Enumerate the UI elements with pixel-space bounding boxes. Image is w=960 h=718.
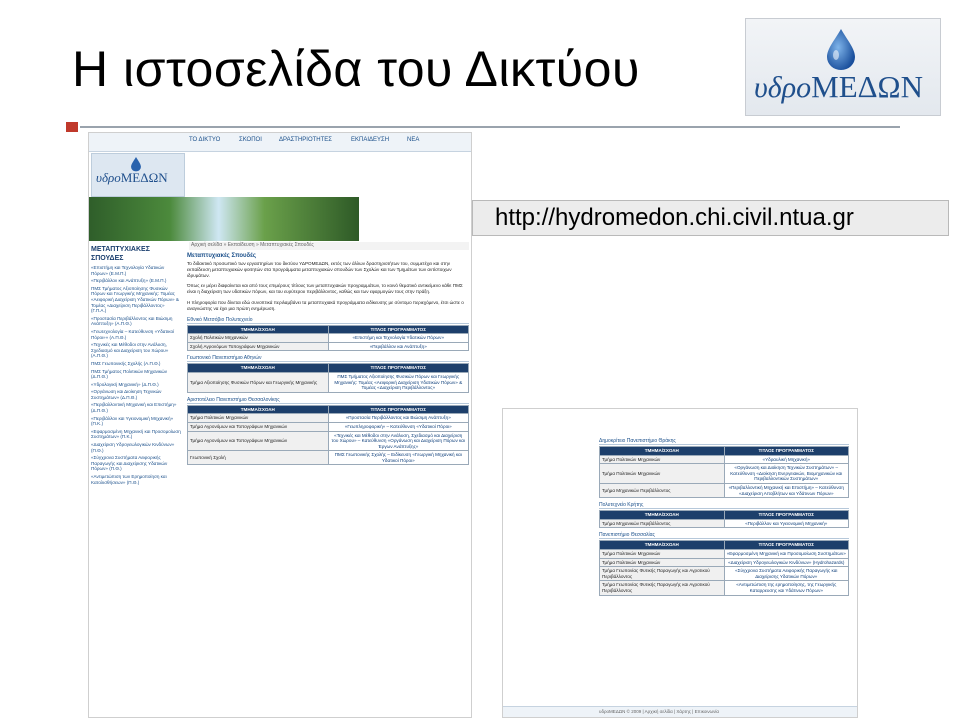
university-tables-continued [599, 435, 849, 600]
department-cell: Τμήμα Αγρονόμων και Τοπογράφων Μηχανικών [188, 422, 329, 431]
program-link[interactable]: «Περιβαλλοντική Μηχανική και Επιστήμη» – Κατεύθυνση «Διαχείριση Αποβλήτων και Υδάτινων Πόρων» [724, 483, 849, 497]
program-link[interactable]: «Περιβάλλον και Ανάπτυξη» [328, 342, 469, 351]
programs-table [187, 363, 469, 392]
table-row [600, 567, 849, 581]
column-header-department: ΤΜΗΜΑ/ΣΧΟΛΗ [188, 325, 329, 334]
table-header-row [188, 405, 469, 414]
programs-table [599, 540, 849, 595]
department-cell: Τμήμα Μηχανικών Περιβάλλοντος [600, 519, 725, 528]
programs-table [599, 446, 849, 498]
table-row [600, 581, 849, 595]
table-header-row [188, 325, 469, 334]
sidebar-item[interactable]: «Περιβάλλον και Υγειονομική Μηχανική» (Π.Κ.) [91, 415, 174, 427]
program-link[interactable]: «Αντιμετώπιση της ερημοποίησης, της Γεωργικής Καταρρευσης και Υδάτινων Πόρων» [724, 581, 849, 595]
sidebar-item[interactable]: ΠΜΣ Γεωπονικής Σχολής (Α.Π.Θ.) [91, 360, 161, 366]
programs-table [187, 325, 469, 352]
table-row [600, 519, 849, 528]
university-name: Δημοκρίτειο Πανεπιστήμιο Θράκης [599, 438, 849, 445]
program-link[interactable]: ΠΜΣ Τμήματος Αξιοποίησης Φυσικών Πόρων και Γεωργικής Μηχανικής: Τομέας «Αειφορική Διαχείριση Υδατικών Πόρων» & Τομέας «Διαχείριση Περιβάλλοντος» [328, 372, 469, 392]
university-name: Αριστοτέλειο Πανεπιστήμιο Θεσσαλονίκης [187, 397, 469, 404]
table-row [188, 431, 469, 451]
column-header-program: ΤΙΤΛΟΣ ΠΡΟΓΡΑΜΜΑΤΟΣ [328, 405, 469, 414]
table-row [600, 558, 849, 567]
logo-wordmark [754, 69, 923, 105]
intro-paragraph: Η πληροφορία που δίνεται εδώ συνοπτικά περιλαμβάνει τα μεταπτυχιακά προγράμματα ειδίκευσης με σύντομο περιεχόμενο, έτσι ώστε ο αναγνώστης να έχει μια πρώτη ενημέρωση. [187, 299, 464, 311]
column-header-department: ΤΜΗΜΑ/ΣΧΟΛΗ [188, 364, 329, 373]
column-header-program: ΤΙΤΛΟΣ ΠΡΟΓΡΑΜΜΑΤΟΣ [724, 447, 849, 456]
intro-paragraph: Το διδακτικό προσωπικό των εργαστηρίων του δικτύου ΥΔΡΟΜΕΔΩΝ, εκτός των άλλων δραστηριοτήτων του, συμμετέχει και στην εκπαίδευση μεταπτυχιακών φοιτητών στα προγράμματα μεταπτυχιακών σπουδών των Σχολών και των Τμημάτων των αντίστοιχων ιδρυμάτων. [187, 261, 452, 278]
water-drop-icon [824, 27, 858, 71]
department-cell: Σχολή Αγρονόμων Τοπογράφων Μηχανικών [188, 342, 329, 351]
nav-item-news[interactable]: ΝΕΑ [407, 137, 420, 143]
table-row [188, 422, 469, 431]
table-row [600, 549, 849, 558]
site-top-nav [89, 133, 471, 152]
column-header-department: ΤΜΗΜΑ/ΣΧΟΛΗ [600, 541, 725, 550]
logo-name: ΜΕΔΩΝ [811, 69, 923, 104]
column-header-department: ΤΜΗΜΑ/ΣΧΟΛΗ [188, 405, 329, 414]
sidebar-item[interactable]: «Περιβάλλον και Ανάπτυξη» (Ε.Μ.Π.) [91, 278, 167, 284]
sidebar-item[interactable]: «Τεχνικές και Μέθοδοι στην Ανάλυση, Σχεδιασμό και Διαχείριση του Χώρου» (Α.Π.Θ.) [91, 342, 169, 359]
column-header-program: ΤΙΤΛΟΣ ΠΡΟΓΡΑΜΜΑΤΟΣ [724, 541, 849, 550]
program-link[interactable]: «Τεχνικές και Μέθοδοι στην Ανάλυση, Σχεδιασμό και Διαχείριση του Χώρου» – Κατεύθυνση «Οργάνωση και Διαχείριση Πόρων και Έργων Ανάπτυξης» [328, 431, 469, 451]
column-header-program: ΤΙΤΛΟΣ ΠΡΟΓΡΑΜΜΑΤΟΣ [328, 364, 469, 373]
table-header-row [600, 447, 849, 456]
department-cell: Σχολή Πολιτικών Μηχανικών [188, 334, 329, 343]
department-cell: Τμήμα Πολιτικών Μηχανικών [600, 549, 725, 558]
section-title: Μεταπτυχιακές Σπουδές [187, 253, 257, 259]
sidebar-item[interactable]: «Οργάνωση και Διοίκηση Τεχνικών Συστημάτων» (Δ.Π.Θ.) [91, 389, 162, 400]
hydromedon-logo [745, 18, 941, 116]
nav-item-education[interactable]: ΕΚΠΑΙΔΕΥΣΗ [351, 137, 390, 143]
university-tables [187, 317, 469, 466]
site-logo[interactable] [91, 153, 185, 197]
program-link[interactable]: «Προστασία Περιβάλλοντος και Βιώσιμη Ανάπτυξη» [328, 414, 469, 423]
department-cell: Τμήμα Γεωπονίας Φυτικής Παραγωγής και Αγροτικού Περιβάλλοντος [600, 581, 725, 595]
table-row [600, 455, 849, 464]
website-screenshot-continued [502, 408, 858, 718]
sidebar-item[interactable]: ΠΜΣ Τμήματος Πολιτικών Μηχανικών (Δ.Π.Θ.) [91, 368, 168, 380]
table-row [600, 483, 849, 497]
site-logo-prefix: υδρο [96, 170, 121, 185]
sidebar-heading: ΜΕΤΑΠΤΥΧΙΑΚΕΣ ΣΠΟΥΔΕΣ [91, 246, 150, 262]
site-footer [503, 706, 857, 717]
column-header-program: ΤΙΤΛΟΣ ΠΡΟΓΡΑΜΜΑΤΟΣ [724, 511, 849, 520]
intro-paragraph: Όπως εν μέρει διαφαίνεται και από τους επιμέρους τίτλους των μεταπτυχιακών προγραμμάτων, το κοινό θεματικό αντικείμενο κάθε ΠΜΣ είναι η διαχείριση των υδατικών πόρων, και του ευρύτερου περιβάλλοντος, καθώς και των εφαρμογών τους στην πράξη. [187, 283, 463, 295]
table-row [188, 334, 469, 343]
department-cell: Τμήμα Πολιτικών Μηχανικών [600, 464, 725, 484]
table-row [600, 464, 849, 484]
programs-table [599, 510, 849, 528]
nav-item-activities[interactable]: ΔΡΑΣΤΗΡΙΟΤΗΤΕΣ [279, 137, 332, 143]
department-cell: Τμήμα Πολιτικών Μηχανικών [600, 455, 725, 464]
nav-item-network[interactable]: ΤΟ ΔΙΚΤΥΟ [189, 137, 221, 143]
table-row [188, 342, 469, 351]
program-link[interactable]: «Οργάνωση και Διοίκηση Τεχνικών Συστημάτων» – Κατεύθυνση «Διοίκηση Ενεργειακών, Βιομηχανικών και Περιβαλλοντικών Συστημάτων» [724, 464, 849, 484]
table-header-row [188, 364, 469, 373]
program-link[interactable]: «Περιβάλλον και Υγειονομική Μηχανική» [724, 519, 849, 528]
title-accent [66, 122, 78, 132]
program-link[interactable]: «Διαχείριση Υδρογεωλογικών Κινδύνων» (Hydrohazards) [724, 558, 849, 567]
program-link[interactable]: «Σύγχρονα Συστήματα Αειφορικής Παραγωγής και Διαχείρισης Υδατικών Πόρων» [724, 567, 849, 581]
table-row [188, 451, 469, 465]
department-cell: Τμήμα Πολιτικών Μηχανικών [188, 414, 329, 423]
sidebar-list [91, 265, 181, 485]
sidebar-item[interactable]: «Επιστήμη και Τεχνολογία Υδατικών Πόρων» (Ε.Μ.Π.) [91, 265, 165, 276]
breadcrumb [189, 242, 469, 250]
table-row [188, 372, 469, 392]
sidebar-item[interactable]: «Διαχείριση Υδρογεωλογικών Κινδύνων» (Π.Θ.) [91, 442, 175, 453]
nav-item-goals[interactable]: ΣΚΟΠΟΙ [239, 137, 262, 143]
logo-prefix: υδρο [754, 71, 812, 104]
department-cell: Γεωπονική Σχολή [188, 451, 329, 465]
slide-title: Η ιστοσελίδα του Δικτύου [72, 41, 640, 97]
title-divider [80, 126, 900, 128]
website-url: http://hydromedon.chi.civil.ntua.gr [472, 200, 949, 236]
university-name: Πολυτεχνείο Κρήτης [599, 502, 849, 509]
sidebar-item[interactable]: «Σύγχρονα Συστήματα Αειφορικής Παραγωγής και Διαχείρισης Υδατικών Πόρων» (Π.Θ.) [91, 455, 168, 472]
breadcrumb-text: Αρχική σελίδα » Εκπαίδευση » Μεταπτυχιακές Σπουδές [191, 242, 314, 248]
university-name: Εθνικό Μετσόβιο Πολυτεχνείο [187, 317, 469, 324]
sidebar-item[interactable]: «Αντιμετώπιση των Ερημοποίηση και Κατολισθήσεων» (Π.Θ.) [91, 474, 167, 485]
table-header-row [600, 511, 849, 520]
main-content [187, 253, 469, 469]
department-cell: Τμήμα Μηχανικών Περιβάλλοντος [600, 483, 725, 497]
sidebar-item[interactable]: ΠΜΣ Τμήματος Αξιοποίησης Φυσικών Πόρων και Γεωργικής Μηχανικής: Τομέας «Αειφορική Διαχείριση Υδατικών Πόρων» & Τομέας «Διαχείριση Περιβάλλοντος» (Γ.Π.Α.) [91, 285, 179, 314]
university-name: Γεωπονικό Πανεπιστήμιο Αθηνών [187, 355, 469, 362]
program-link[interactable]: «Γεωπληροφορική» – Κατεύθυνση «Υδατικοί Πόροι» [328, 422, 469, 431]
column-header-program: ΤΙΤΛΟΣ ΠΡΟΓΡΑΜΜΑΤΟΣ [328, 325, 469, 334]
table-header-row [600, 541, 849, 550]
table-row [188, 414, 469, 423]
department-cell: Τμήμα Πολιτικών Μηχανικών [600, 558, 725, 567]
programs-table [187, 405, 469, 466]
website-screenshot-main [88, 132, 472, 718]
department-cell: Τμήμα Γεωπονίας Φυτικής Παραγωγής και Αγροτικού Περιβάλλοντος [600, 567, 725, 581]
sidebar-item[interactable]: «Περιβαλλοντική Μηχανική και Επιστήμη» (Δ.Π.Θ.) [91, 402, 177, 414]
program-link[interactable]: «Εφαρμοσμένη Μηχανική και Προσομοίωση Συστημάτων» [724, 549, 849, 558]
site-logo-text [96, 170, 168, 186]
sidebar-item[interactable]: «Γεωτεχνολογία – Κατεύθυνση «Υδατικοί Πόροι»» (Α.Π.Θ.) [91, 328, 175, 340]
department-cell: Τμήμα Αγρονόμων και Τοπογράφων Μηχανικών [188, 431, 329, 451]
program-link[interactable]: «Υδραυλική Μηχανική» [724, 455, 849, 464]
program-link[interactable]: ΠΜΣ Γεωπονικής Σχολής – Ειδίκευση «Γεωργική Μηχανική και Υδατικοί Πόροι» [328, 451, 469, 465]
sidebar-item[interactable]: «Υδρολογική Μηχανική» (Δ.Π.Θ.) [91, 381, 159, 387]
column-header-department: ΤΜΗΜΑ/ΣΧΟΛΗ [600, 511, 725, 520]
university-name: Πανεπιστήμιο Θεσσαλίας [599, 532, 849, 539]
department-cell: Τμήμα Αξιοποίησης Φυσικών Πόρων και Γεωργικής Μηχανικής [188, 372, 329, 392]
site-logo-name: ΜΕΔΩΝ [120, 170, 168, 185]
sidebar-menu [91, 245, 181, 715]
column-header-department: ΤΜΗΜΑ/ΣΧΟΛΗ [600, 447, 725, 456]
program-link[interactable]: «Επιστήμη και Τεχνολογία Υδατικών Πόρων» [328, 334, 469, 343]
waterfall-banner-image [89, 197, 359, 241]
footer-text: υδροΜΕΔΩΝ © 2009 | Αρχική σελίδα | Χάρτης | Επικοινωνία [599, 709, 720, 714]
sidebar-item[interactable]: «Εφαρμοσμένη Μηχανική και Προσομοίωση Συστημάτων» (Π.Κ.) [91, 428, 181, 440]
sidebar-item[interactable]: «Προστασία Περιβάλλοντος και Βιώσιμη Ανάπτυξη» (Α.Π.Θ.) [91, 315, 173, 327]
